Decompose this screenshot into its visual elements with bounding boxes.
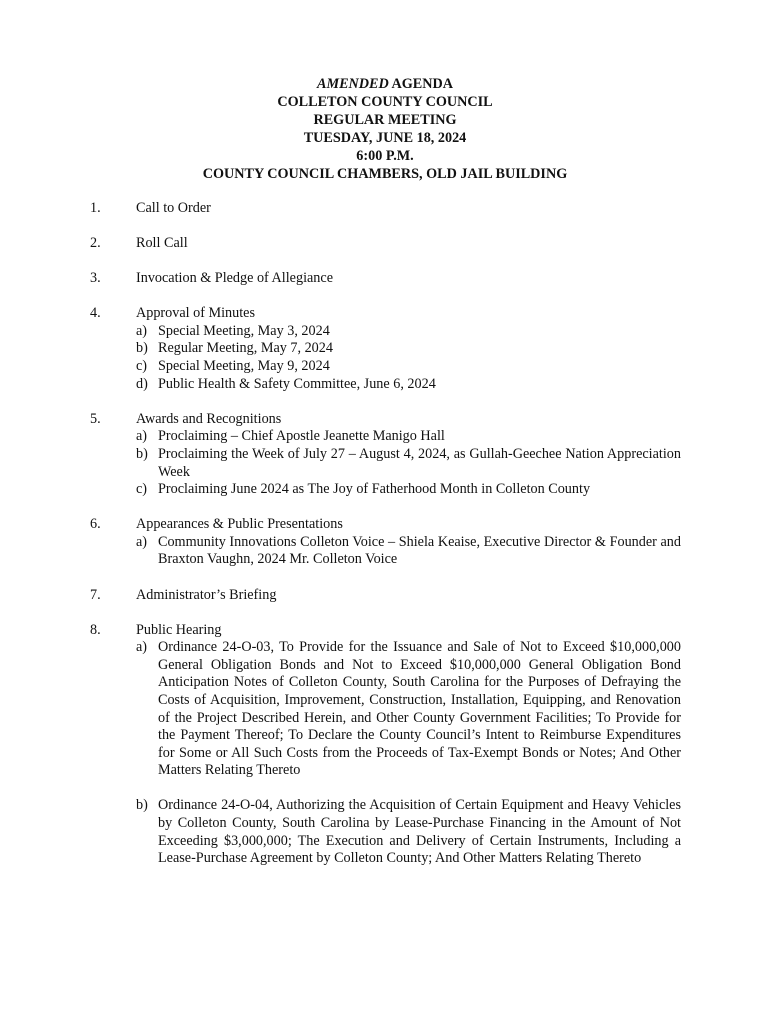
- sub-item-letter: b): [136, 797, 148, 814]
- meeting-type: REGULAR MEETING: [313, 112, 457, 128]
- item-title: Call to Order: [136, 200, 211, 216]
- sub-item-letter: a): [136, 533, 148, 550]
- meeting-date: TUESDAY, JUNE 18, 2024: [303, 130, 467, 146]
- sub-item-letter: a): [136, 428, 148, 445]
- sub-item-letter: b): [136, 340, 148, 357]
- sub-item-text: Community Innovations Colleton Voice – Shiela Keaise, Executive Director & Founder and Braxton Vaughn, 2024 Mr. Colleton Voice: [158, 533, 681, 568]
- sub-item-list: [136, 323, 681, 393]
- amended-label: AMENDED: [317, 76, 389, 92]
- item-number: 1.: [90, 200, 101, 216]
- sub-item-list: [136, 534, 681, 569]
- item-title: Public Hearing: [136, 621, 222, 638]
- sub-item-text: Proclaiming – Chief Apostle Jeanette Manigo Hall: [158, 428, 445, 445]
- item-title: Roll Call: [136, 235, 188, 252]
- sub-item: [136, 446, 681, 481]
- sub-item: [136, 534, 681, 569]
- sub-item-text: Special Meeting, May 3, 2024: [158, 322, 330, 339]
- meeting-location: COUNTY COUNCIL CHAMBERS, OLD JAIL BUILDING: [202, 166, 568, 182]
- sub-item-letter: a): [136, 639, 148, 656]
- sub-item-letter: c): [136, 481, 148, 498]
- agenda-item: [0, 411, 770, 499]
- sub-item-text: Ordinance 24-O-04, Authorizing the Acquisition of Certain Equipment and Heavy Vehicles by Colleton County, South Carolina by Lease-Purchase Financing in the Amount of Not Exceeding $3,000,000; The Execution and Delivery of Certain Instruments, Including a Lease-Purchase Agreement by Colleton County; And Other Matters Relating Thereto: [158, 797, 681, 867]
- sub-item: [136, 376, 681, 394]
- sub-item-letter: a): [136, 322, 148, 339]
- item-title: Administrator’s Briefing: [136, 586, 277, 603]
- agenda-item: [0, 270, 770, 288]
- item-number: 3.: [90, 270, 101, 287]
- agenda-items: [0, 200, 770, 885]
- sub-item: [136, 797, 681, 867]
- sub-item-list: [136, 639, 681, 868]
- sub-item-text: Regular Meeting, May 7, 2024: [158, 340, 333, 357]
- agenda-item: [0, 587, 770, 605]
- sub-item-text: Proclaiming June 2024 as The Joy of Fatherhood Month in Colleton County: [158, 481, 591, 498]
- meeting-time: 6:00 P.M.: [356, 148, 414, 164]
- sub-item: [136, 639, 681, 780]
- sub-item: [136, 340, 681, 358]
- agenda-item: [0, 235, 770, 253]
- item-number: 8.: [90, 621, 101, 638]
- sub-item: [136, 428, 681, 446]
- agenda-item: [0, 516, 770, 569]
- sub-item: [136, 358, 681, 376]
- agenda-item: [0, 200, 770, 218]
- item-number: 7.: [90, 586, 101, 603]
- agenda-item: [0, 622, 770, 868]
- agenda-label: AGENDA: [388, 76, 453, 92]
- agenda-header: [0, 75, 770, 183]
- item-title: Awards and Recognitions: [136, 410, 282, 427]
- item-title: Invocation & Pledge of Allegiance: [136, 270, 333, 287]
- sub-item-letter: c): [136, 358, 148, 375]
- item-number: 6.: [90, 516, 101, 533]
- item-number: 5.: [90, 410, 101, 427]
- item-number: 4.: [90, 305, 101, 322]
- item-title: Approval of Minutes: [136, 305, 256, 322]
- sub-item-text: Proclaiming the Week of July 27 – August 4, 2024, as Gullah-Geechee Nation Appreciation Week: [158, 445, 681, 480]
- sub-item: [136, 481, 681, 499]
- item-number: 2.: [90, 235, 101, 252]
- sub-item-text: Ordinance 24-O-03, To Provide for the Issuance and Sale of Not to Exceed $10,000,000 General Obligation Bonds and Not to Exceed $10,000,000 General Obligation Bond Anticipation Notes of Colleton County, South Carolina for the Purposes of Defraying the Costs of Acquisition, Improvement, Construction, Installation, Equipping, and Renovation of the Project Described Herein, and Other County Government Facilities; To Provide for the Payment Thereof; To Declare the County Council’s Intent to Reimburse Expenditures for Some or All Such Costs from the Proceeds of Tax-Exempt Bonds or Notes; And Other Matters Relating Thereto: [158, 639, 681, 779]
- sub-item-letter: d): [136, 375, 148, 392]
- council-name: COLLETON COUNTY COUNCIL: [277, 94, 493, 110]
- header-title-line: [0, 75, 770, 93]
- item-title: Appearances & Public Presentations: [136, 516, 343, 533]
- agenda-item: [0, 305, 770, 393]
- sub-item-letter: b): [136, 445, 148, 462]
- sub-item-text: Special Meeting, May 9, 2024: [158, 358, 330, 375]
- sub-item-list: [136, 428, 681, 498]
- sub-item: [136, 323, 681, 341]
- sub-item-text: Public Health & Safety Committee, June 6, 2024: [158, 375, 436, 392]
